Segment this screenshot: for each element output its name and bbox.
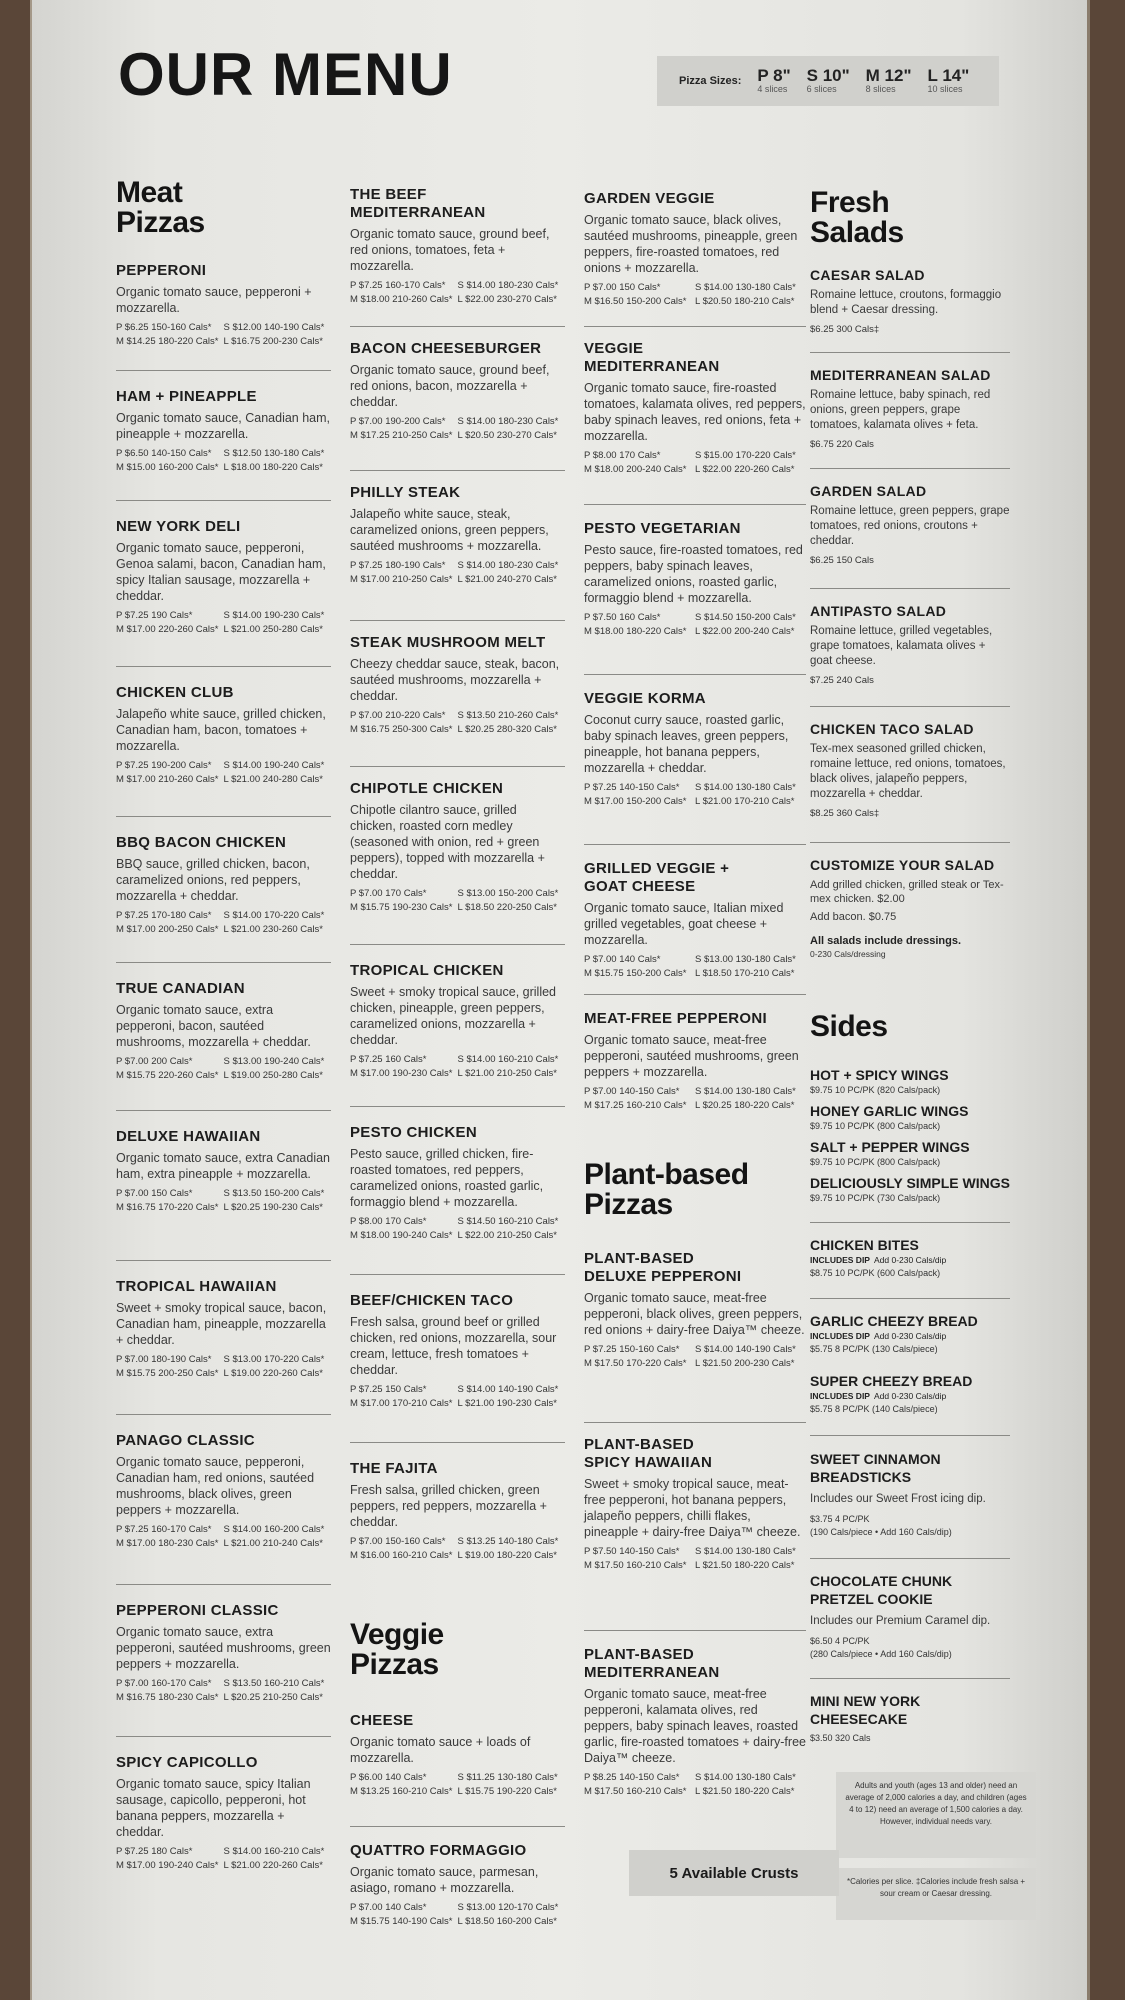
section-heading-plant: Plant-based Pizzas xyxy=(584,1158,749,1221)
section-heading-meat: Meat Pizzas xyxy=(116,176,205,239)
menu-item xyxy=(584,340,806,477)
item-name: MEAT-FREE PEPPERONI xyxy=(584,1010,767,1027)
item-name: BACON CHEESEBURGER xyxy=(350,340,542,357)
size-small: S 10" 6 slices xyxy=(806,66,850,94)
divider xyxy=(810,706,1010,707)
menu-item xyxy=(116,980,331,1083)
size-medium: M 12" 8 slices xyxy=(865,66,912,94)
menu-item xyxy=(350,962,565,1081)
item-prices: P $7.25 160-170 Cals* S $14.00 180-230 Cals* M $18.00 210-260 Cals* L $22.00 230-270 Cals* xyxy=(350,280,559,305)
item-name: PESTO CHICKEN xyxy=(350,1124,477,1141)
divider xyxy=(584,844,806,845)
menu-item xyxy=(584,860,806,981)
item-name: PEPPERONI CLASSIC xyxy=(116,1602,279,1619)
item-prices: P $6.25 150-160 Cals* S $12.00 140-190 Cals* M $14.25 180-220 Cals* L $16.75 200-230 Cals* xyxy=(116,322,325,347)
item-prices: P $7.25 180-190 Cals* S $14.00 180-230 Cals* M $17.00 210-250 Cals* L $21.00 240-270 Cals* xyxy=(350,560,559,585)
item-name: THE BEEF MEDITERRANEAN xyxy=(350,186,486,221)
item-name: CHIPOTLE CHICKEN xyxy=(350,780,504,797)
item-description: Organic tomato sauce, meat-free pepperoni, kalamata olives, red peppers, baby spinach leaves, roasted garlic, fire-roasted tomatoes + dairy-free Daiya™ cheeze. xyxy=(584,1687,806,1765)
menu-item xyxy=(584,1646,806,1799)
item-name: CHEESE xyxy=(350,1712,414,1729)
salad-name: ANTIPASTO SALAD xyxy=(810,603,947,619)
divider xyxy=(116,1736,331,1737)
divider xyxy=(350,1826,565,1827)
item-description: Organic tomato sauce, parmesan, asiago, romano + mozzarella. xyxy=(350,1865,539,1895)
item-description: Sweet + smoky tropical sauce, meat-free pepperoni, hot banana peppers, jalapeño peppers, chilli flakes, pineapple + dairy-free Daiya™ cheeze. xyxy=(584,1477,801,1539)
wings-item: DELICIOUSLY SIMPLE WINGS $9.75 10 PC/PK (730 Cals/pack) xyxy=(810,1175,1010,1203)
item-name: QUATTRO FORMAGGIO xyxy=(350,1842,527,1859)
item-description: Organic tomato sauce, extra pepperoni, bacon, sautéed mushrooms, mozzarella + cheddar. xyxy=(116,1003,311,1049)
divider xyxy=(350,1274,565,1275)
item-name: PESTO VEGETARIAN xyxy=(584,520,741,537)
divider xyxy=(350,470,565,471)
item-description: Organic tomato sauce + loads of mozzarella. xyxy=(350,1735,531,1765)
item-description: Sweet + smoky tropical sauce, bacon, Canadian ham, pineapple, mozzarella + cheddar. xyxy=(116,1301,327,1347)
item-prices: P $7.00 150 Cals* S $14.00 130-180 Cals* M $16.50 150-200 Cals* L $20.50 180-210 Cals* xyxy=(584,282,796,307)
item-name: TROPICAL CHICKEN xyxy=(350,962,504,979)
wings-item: SALT + PEPPER WINGS $9.75 10 PC/PK (800 Cals/pack) xyxy=(810,1139,970,1167)
item-prices: P $7.25 150-160 Cals* S $14.00 140-190 Cals* M $17.50 170-220 Cals* L $21.50 200-230 Cals* xyxy=(584,1344,796,1369)
section-heading-veggie: Veggie Pizzas xyxy=(350,1618,444,1681)
menu-item xyxy=(350,1292,565,1411)
size-personal: P 8" 4 slices xyxy=(757,66,791,94)
item-description: Organic tomato sauce, Canadian ham, pineapple + mozzarella. xyxy=(116,411,331,441)
salad-item xyxy=(810,720,1010,821)
item-description: Organic tomato sauce, pepperoni, Genoa salami, bacon, Canadian ham, spicy Italian sausage, mozzarella + cheddar. xyxy=(116,541,326,603)
menu-item xyxy=(350,484,565,587)
chicken-bites: CHICKEN BITES INCLUDES DIP Add 0-230 Cals/dip $8.75 10 PC/PK (600 Cals/pack) xyxy=(810,1237,947,1278)
divider xyxy=(810,468,1010,469)
divider xyxy=(350,620,565,621)
item-description: Fresh salsa, ground beef or grilled chicken, red onions, mozzarella, sour cream, lettuce, fresh tomatoes + cheddar. xyxy=(350,1315,557,1377)
divider xyxy=(350,766,565,767)
salad-item xyxy=(810,482,1010,568)
pizza-sizes-label: Pizza Sizes: xyxy=(679,75,742,87)
divider xyxy=(350,1442,565,1443)
item-name: PLANT-BASED MEDITERRANEAN xyxy=(584,1646,720,1681)
divider xyxy=(584,326,806,327)
item-name: GRILLED VEGGIE + GOAT CHEESE xyxy=(584,860,730,895)
salad-price: $6.75 220 Cals xyxy=(810,439,874,450)
divider xyxy=(116,500,331,501)
menu-item xyxy=(116,1754,331,1873)
menu-item xyxy=(116,834,331,937)
item-name: TROPICAL HAWAIIAN xyxy=(116,1278,277,1295)
salad-price: $8.25 360 Cals‡ xyxy=(810,808,880,819)
salad-description: Romaine lettuce, baby spinach, red onions, green peppers, grape tomatoes, kalamata olives + feta. xyxy=(810,389,991,431)
salad-item xyxy=(810,602,1010,688)
item-prices: P $7.25 180 Cals* S $14.00 160-210 Cals* M $17.00 190-240 Cals* L $21.00 220-260 Cals* xyxy=(116,1846,325,1871)
pizza-sizes-box xyxy=(657,56,999,106)
super-cheezy-bread: SUPER CHEEZY BREAD INCLUDES DIP Add 0-230 Cals/dip $5.75 8 PC/PK (140 Cals/piece) xyxy=(810,1373,973,1414)
item-description: Pesto sauce, grilled chicken, fire-roasted tomatoes, red peppers, caramelized onions, roasted garlic, formaggio blend + mozzarella. xyxy=(350,1147,544,1209)
menu-item xyxy=(116,518,331,637)
item-prices: P $7.00 210-220 Cals* S $13.50 210-260 Cals* M $16.75 250-300 Cals* L $20.25 280-320 Cals* xyxy=(350,710,559,735)
item-name: TRUE CANADIAN xyxy=(116,980,245,997)
salad-description: Tex-mex seasoned grilled chicken, romaine lettuce, red onions, tomatoes, black olives, jalapeño peppers, mozzarella + cheddar. xyxy=(810,743,1006,800)
salad-description: Romaine lettuce, grilled vegetables, grape tomatoes, kalamata olives + goat cheese. xyxy=(810,625,993,667)
item-prices: P $8.25 140-150 Cals* S $14.00 130-180 Cals* M $17.50 160-210 Cals* L $21.50 180-220 Cals* xyxy=(584,1772,796,1797)
item-description: Organic tomato sauce, black olives, sautéed mushrooms, pineapple, green peppers, fire-roasted tomatoes, red onions + mozzarella. xyxy=(584,213,798,275)
available-crusts-badge: 5 Available Crusts xyxy=(629,1850,839,1896)
section-heading-sides: Sides xyxy=(810,1010,888,1043)
item-prices: P $7.00 140 Cals* S $13.00 130-180 Cals* M $15.75 150-200 Cals* L $18.50 170-210 Cals* xyxy=(584,954,796,979)
item-description: BBQ sauce, grilled chicken, bacon, caramelized onions, red peppers, mozzarella + cheddar. xyxy=(116,857,310,903)
item-description: Sweet + smoky tropical sauce, grilled chicken, pineapple, green peppers, caramelized onions, mozzarella + cheddar. xyxy=(350,985,556,1047)
item-prices: P $7.25 150 Cals* S $14.00 140-190 Cals* M $17.00 170-210 Cals* L $21.00 190-230 Cals* xyxy=(350,1384,559,1409)
item-name: VEGGIE KORMA xyxy=(584,690,706,707)
mini-cheesecake: MINI NEW YORK CHEESECAKE $3.50 320 Cals xyxy=(810,1693,921,1743)
item-description: Organic tomato sauce, fire-roasted tomatoes, kalamata olives, red peppers, baby spinach leaves, red onions, feta + mozzarella. xyxy=(584,381,806,443)
customize-salad: CUSTOMIZE YOUR SALAD Add grilled chicken, grilled steak or Tex-mex chicken. $2.00 Add bacon. $0.75 All salads include dressings. 0-230 Cals/dressing xyxy=(810,857,1004,959)
menu-item xyxy=(116,1602,331,1705)
item-prices: P $6.50 140-150 Cals* S $12.50 130-180 Cals* M $15.00 160-200 Cals* L $18.00 180-220 Cals* xyxy=(116,448,325,473)
item-prices: P $7.00 180-190 Cals* S $13.00 170-220 Cals* M $15.75 200-250 Cals* L $19.00 220-260 Cals* xyxy=(116,1354,325,1379)
item-name: STEAK MUSHROOM MELT xyxy=(350,634,546,651)
menu-item xyxy=(350,186,565,307)
menu-item xyxy=(584,1436,806,1573)
salad-price: $7.25 240 Cals xyxy=(810,675,874,686)
item-description: Organic tomato sauce, extra Canadian ham, extra pineapple + mozzarella. xyxy=(116,1151,331,1181)
item-name: DELUXE HAWAIIAN xyxy=(116,1128,261,1145)
divider xyxy=(810,588,1010,589)
menu-item xyxy=(350,340,565,443)
salad-item xyxy=(810,366,1010,452)
item-description: Organic tomato sauce, meat-free pepperoni, sautéed mushrooms, green peppers + mozzarella. xyxy=(584,1033,799,1079)
item-prices: P $7.25 160 Cals* S $14.00 160-210 Cals* M $17.00 190-230 Cals* L $21.00 210-250 Cals* xyxy=(350,1054,559,1079)
divider xyxy=(350,326,565,327)
item-prices: P $7.00 150 Cals* S $13.50 150-200 Cals* M $16.75 170-220 Cals* L $20.25 190-230 Cals* xyxy=(116,1188,325,1213)
salad-name: GARDEN SALAD xyxy=(810,483,927,499)
item-description: Jalapeño white sauce, steak, caramelized onions, green peppers, sautéed mushrooms + mozzarella. xyxy=(350,507,549,553)
wings-item: HOT + SPICY WINGS $9.75 10 PC/PK (820 Cals/pack) xyxy=(810,1067,949,1095)
menu-item xyxy=(584,520,806,639)
divider xyxy=(116,1110,331,1111)
section-heading-salads: Fresh Salads xyxy=(810,186,904,249)
salad-item xyxy=(810,266,1010,337)
item-description: Organic tomato sauce, pepperoni, Canadian ham, red onions, sautéed mushrooms, black olives, green peppers + mozzarella. xyxy=(116,1455,315,1517)
item-name: PHILLY STEAK xyxy=(350,484,461,501)
divider xyxy=(116,666,331,667)
item-description: Jalapeño white sauce, grilled chicken, Canadian ham, bacon, tomatoes + mozzarella. xyxy=(116,707,326,753)
item-description: Fresh salsa, grilled chicken, green peppers, red peppers, mozzarella + cheddar. xyxy=(350,1483,547,1529)
menu-item xyxy=(350,1460,565,1563)
item-name: PLANT-BASED DELUXE PEPPERONI xyxy=(584,1250,742,1285)
item-name: BEEF/CHICKEN TACO xyxy=(350,1292,514,1309)
menu-item xyxy=(350,1712,565,1799)
menu-item xyxy=(584,190,806,309)
item-name: GARDEN VEGGIE xyxy=(584,190,715,207)
item-name: PANAGO CLASSIC xyxy=(116,1432,255,1449)
cinnamon-breadsticks: SWEET CINNAMON BREADSTICKS Includes our Sweet Frost icing dip. $3.75 4 PC/PK (190 Cals/piece • Add 160 Cals/dip) xyxy=(810,1451,986,1537)
item-prices: P $7.50 160 Cals* S $14.50 150-200 Cals* M $18.00 180-220 Cals* L $22.00 200-240 Cals* xyxy=(584,612,796,637)
salad-name: CHICKEN TACO SALAD xyxy=(810,721,974,737)
item-prices: P $7.25 140-150 Cals* S $14.00 130-180 Cals* M $17.00 150-200 Cals* L $21.00 170-210 Cals* xyxy=(584,782,796,807)
pretzel-cookie: CHOCOLATE CHUNK PRETZEL COOKIE Includes our Premium Caramel dip. $6.50 4 PC/PK (280 Cals/piece • Add 160 Cals/dip) xyxy=(810,1573,991,1659)
divider xyxy=(810,842,1010,843)
menu-item xyxy=(116,684,331,787)
menu-item xyxy=(584,1010,806,1113)
item-prices: P $7.00 160-170 Cals* S $13.50 160-210 Cals* M $16.75 180-230 Cals* L $20.25 210-250 Cals* xyxy=(116,1678,325,1703)
item-prices: P $7.00 150-160 Cals* S $13.25 140-180 Cals* M $16.00 160-210 Cals* L $19.00 180-220 Cals* xyxy=(350,1536,559,1561)
item-description: Organic tomato sauce, ground beef, red onions, bacon, mozzarella + cheddar. xyxy=(350,363,550,409)
item-prices: P $7.25 190 Cals* S $14.00 190-230 Cals* M $17.00 220-260 Cals* L $21.00 250-280 Cals* xyxy=(116,610,325,635)
item-description: Organic tomato sauce, meat-free pepperoni, black olives, green peppers, red onions + dairy-free Daiya™ cheeze. xyxy=(584,1291,805,1337)
wings-item: HONEY GARLIC WINGS $9.75 10 PC/PK (800 Cals/pack) xyxy=(810,1103,969,1131)
item-prices: P $8.00 170 Cals* S $14.50 160-210 Cals* M $18.00 190-240 Cals* L $22.00 210-250 Cals* xyxy=(350,1216,559,1241)
item-prices: P $7.00 190-200 Cals* S $14.00 180-230 Cals* M $17.25 210-250 Cals* L $20.50 230-270 Cals* xyxy=(350,416,559,441)
item-description: Organic tomato sauce, spicy Italian sausage, capicollo, pepperoni, hot banana peppers, mozzarella + cheddar. xyxy=(116,1777,311,1839)
item-prices: P $7.00 200 Cals* S $13.00 190-240 Cals* M $15.75 220-260 Cals* L $19.00 250-280 Cals* xyxy=(116,1056,325,1081)
item-name: BBQ BACON CHICKEN xyxy=(116,834,287,851)
item-name: PEPPERONI xyxy=(116,262,207,279)
calorie-footnote: *Calories per slice. ‡Calories include fresh salsa + sour cream or Caesar dressing. xyxy=(836,1868,1036,1920)
divider xyxy=(116,1584,331,1585)
item-name: PLANT-BASED SPICY HAWAIIAN xyxy=(584,1436,713,1471)
menu-item xyxy=(116,1432,331,1551)
menu-item xyxy=(116,1128,331,1215)
menu-item xyxy=(584,1250,806,1371)
item-description: Organic tomato sauce, ground beef, red onions, tomatoes, feta + mozzarella. xyxy=(350,227,550,273)
item-name: CHICKEN CLUB xyxy=(116,684,234,701)
item-prices: P $7.00 140-150 Cals* S $14.00 130-180 Cals* M $17.25 160-210 Cals* L $20.25 180-220 Cals* xyxy=(584,1086,796,1111)
item-prices: P $6.00 140 Cals* S $11.25 130-180 Cals* M $13.25 160-210 Cals* L $15.75 190-220 Cals* xyxy=(350,1772,558,1797)
divider xyxy=(810,352,1010,353)
item-prices: P $7.00 140 Cals* S $13.00 120-170 Cals* M $15.75 140-190 Cals* L $18.50 160-200 Cals* xyxy=(350,1902,559,1927)
menu-item xyxy=(584,690,806,809)
divider xyxy=(350,1106,565,1107)
menu-item xyxy=(116,388,331,475)
divider xyxy=(116,816,331,817)
salad-description: Romaine lettuce, croutons, formaggio blend + Caesar dressing. xyxy=(810,289,1002,316)
menu-board xyxy=(30,0,1090,2000)
size-large: L 14" 10 slices xyxy=(927,66,970,94)
item-description: Coconut curry sauce, roasted garlic, baby spinach leaves, green peppers, pineapple, hot banana peppers, mozzarella + cheddar. xyxy=(584,713,789,775)
menu-item xyxy=(350,1842,565,1929)
salad-name: MEDITERRANEAN SALAD xyxy=(810,367,991,383)
divider xyxy=(584,674,806,675)
item-description: Cheezy cheddar sauce, steak, bacon, sautéed mushrooms, mozzarella + cheddar. xyxy=(350,657,560,703)
divider xyxy=(116,1260,331,1261)
item-prices: P $8.00 170 Cals* S $15.00 170-220 Cals* M $18.00 200-240 Cals* L $22.00 220-260 Cals* xyxy=(584,450,796,475)
salad-price: $6.25 150 Cals xyxy=(810,555,874,566)
item-prices: P $7.25 190-200 Cals* S $14.00 190-240 Cals* M $17.00 210-260 Cals* L $21.00 240-280 Cals* xyxy=(116,760,325,785)
divider xyxy=(584,1630,806,1631)
item-prices: P $7.25 160-170 Cals* S $14.00 160-200 Cals* M $17.00 180-230 Cals* L $21.00 210-240 Cals* xyxy=(116,1524,325,1549)
divider xyxy=(350,944,565,945)
item-prices: P $7.50 140-150 Cals* S $14.00 130-180 Cals* M $17.50 160-210 Cals* L $21.50 180-220 Cals* xyxy=(584,1546,796,1571)
page-title: OUR MENU xyxy=(118,41,453,108)
item-description: Pesto sauce, fire-roasted tomatoes, red peppers, baby spinach leaves, caramelized onions, roasted garlic, formaggio blend + mozzarella. xyxy=(584,543,803,605)
item-name: NEW YORK DELI xyxy=(116,518,241,535)
item-name: VEGGIE MEDITERRANEAN xyxy=(584,340,720,375)
garlic-cheezy-bread: GARLIC CHEEZY BREAD INCLUDES DIP Add 0-230 Cals/dip $5.75 8 PC/PK (130 Cals/piece) xyxy=(810,1313,978,1354)
item-description: Organic tomato sauce, Italian mixed grilled vegetables, goat cheese + mozzarella. xyxy=(584,901,784,947)
divider xyxy=(584,994,806,995)
divider xyxy=(116,370,331,371)
divider xyxy=(584,1422,806,1423)
item-name: THE FAJITA xyxy=(350,1460,438,1477)
item-name: HAM + PINEAPPLE xyxy=(116,388,257,405)
item-name: SPICY CAPICOLLO xyxy=(116,1754,258,1771)
menu-item xyxy=(116,1278,331,1381)
menu-item xyxy=(350,1124,565,1243)
menu-item xyxy=(350,780,565,915)
divider xyxy=(116,1414,331,1415)
divider xyxy=(116,962,331,963)
divider xyxy=(584,504,806,505)
item-description: Organic tomato sauce, pepperoni + mozzarella. xyxy=(116,285,312,315)
item-prices: P $7.00 170 Cals* S $13.00 150-200 Cals* M $15.75 190-230 Cals* L $18.50 220-250 Cals* xyxy=(350,888,559,913)
salad-description: Romaine lettuce, green peppers, grape tomatoes, red onions, croutons + cheddar. xyxy=(810,505,1010,547)
salad-name: CAESAR SALAD xyxy=(810,267,925,283)
item-prices: P $7.25 170-180 Cals* S $14.00 170-220 Cals* M $17.00 200-250 Cals* L $21.00 230-260 Cals* xyxy=(116,910,325,935)
menu-item xyxy=(350,634,565,737)
menu-item xyxy=(116,262,331,349)
salad-price: $6.25 300 Cals‡ xyxy=(810,324,880,335)
item-description: Organic tomato sauce, extra pepperoni, sautéed mushrooms, green peppers + mozzarella. xyxy=(116,1625,331,1671)
item-description: Chipotle cilantro sauce, grilled chicken, roasted corn medley (seasoned with onion, red + green peppers), topped with mozzarella + cheddar. xyxy=(350,803,545,881)
calorie-notice: Adults and youth (ages 13 and older) need an average of 2,000 calories a day, and children (ages 4 to 12) need an average of 1,500 calories a day. However, individual needs vary. xyxy=(836,1772,1036,1858)
